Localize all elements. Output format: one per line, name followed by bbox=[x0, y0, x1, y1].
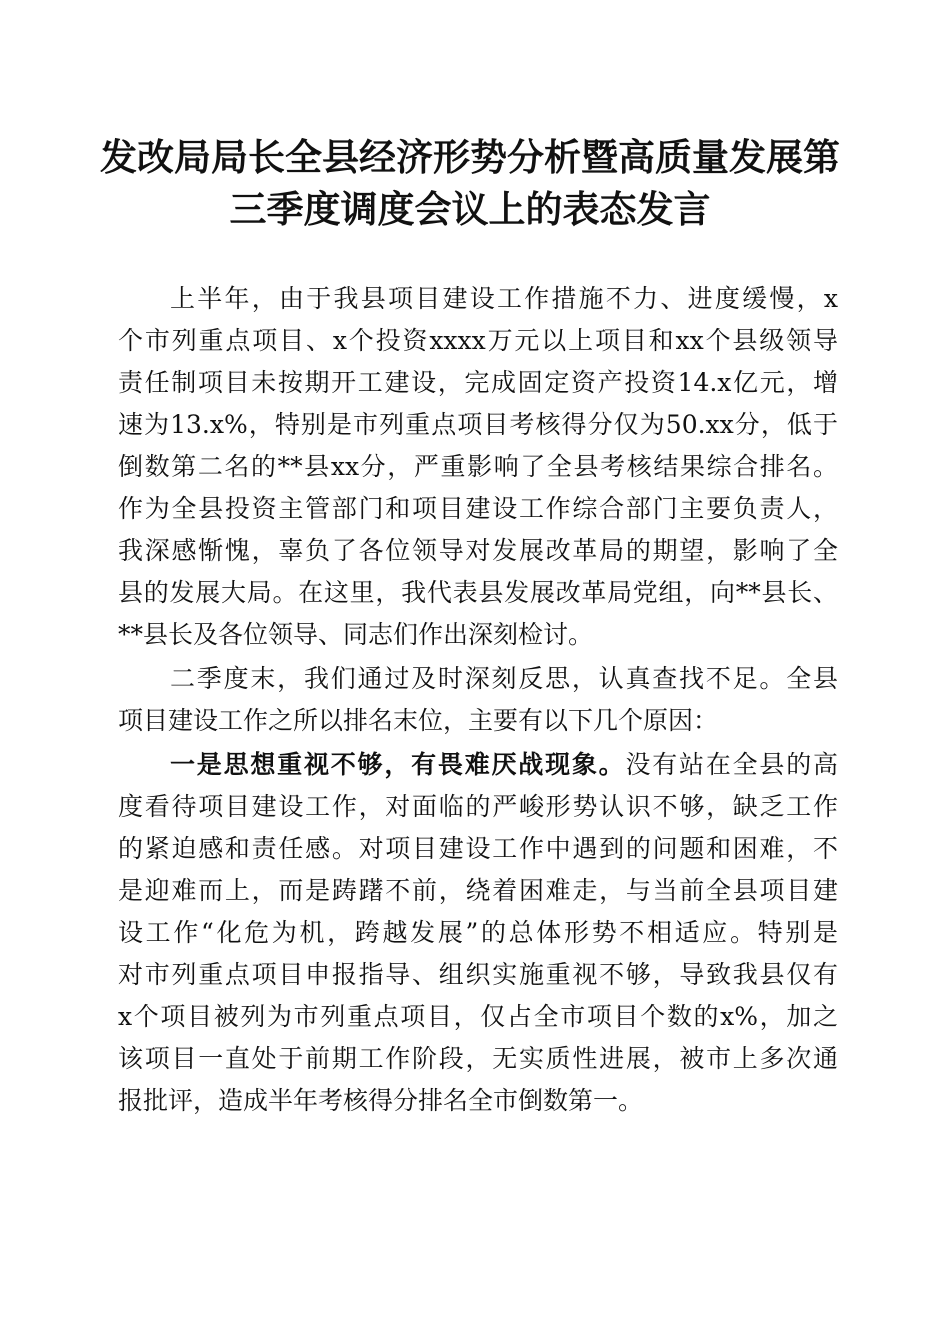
paragraph-3-line-1-text: 没有站在全县的高 bbox=[625, 750, 838, 779]
paragraph-3-line-3: 的紧迫感和责任感。对项目建设工作中遇到的问题和困难，不 bbox=[118, 834, 838, 863]
paragraph-2-line-1: 二季度末，我们通过及时深刻反思，认真查找不足。全县 bbox=[170, 664, 838, 693]
paragraph-1-line-8: 县的发展大局。在这里，我代表县发展改革局党组，向**县长、 bbox=[118, 578, 838, 607]
document-title-line-2: 三季度调度会议上的表态发言 bbox=[229, 187, 711, 231]
paragraph-1-line-1: 上半年，由于我县项目建设工作措施不力、进度缓慢，x bbox=[170, 284, 838, 313]
paragraph-3-line-8: 该项目一直处于前期工作阶段，无实质性进展，被市上多次通 bbox=[118, 1044, 838, 1073]
document-title-line-1: 发改局局长全县经济形势分析暨高质量发展第 bbox=[100, 135, 840, 179]
paragraph-1-line-9: **县长及各位领导、同志们作出深刻检讨。 bbox=[118, 620, 594, 649]
paragraph-2-line-2: 项目建设工作之所以排名末位，主要有以下几个原因： bbox=[118, 706, 719, 735]
paragraph-3-line-7: x个项目被列为市列重点项目，仅占全市项目个数的x%，加之 bbox=[118, 1002, 838, 1031]
paragraph-3-line-5: 设工作“化危为机，跨越发展”的总体形势不相适应。特别是 bbox=[118, 918, 838, 947]
paragraph-1-line-7: 我深感惭愧，辜负了各位领导对发展改革局的期望，影响了全 bbox=[118, 536, 838, 565]
paragraph-3-line-2: 度看待项目建设工作，对面临的严峻形势认识不够，缺乏工作 bbox=[118, 792, 838, 821]
paragraph-1-line-3: 责任制项目未按期开工建设，完成固定资产投资14.x亿元，增 bbox=[118, 368, 838, 397]
paragraph-3-lead-heading: 一是思想重视不够，有畏难厌战现象。 bbox=[170, 750, 626, 779]
paragraph-1-line-6: 作为全县投资主管部门和项目建设工作综合部门主要负责人， bbox=[118, 494, 838, 523]
paragraph-1-line-4: 速为13.x%，特别是市列重点项目考核得分仅为50.xx分，低于 bbox=[118, 410, 838, 439]
paragraph-1-line-2: 个市列重点项目、x个投资xxxx万元以上项目和xx个县级领导 bbox=[118, 326, 838, 355]
paragraph-3-line-6: 对市列重点项目申报指导、组织实施重视不够，导致我县仅有 bbox=[118, 960, 838, 989]
paragraph-3-line-9: 报批评，造成半年考核得分排名全市倒数第一。 bbox=[118, 1086, 644, 1115]
paragraph-3-line-4: 是迎难而上，而是踌躇不前，绕着困难走，与当前全县项目建 bbox=[118, 876, 838, 905]
paragraph-3-line-1 bbox=[170, 748, 838, 782]
paragraph-1-line-5: 倒数第二名的**县xx分，严重影响了全县考核结果综合排名。 bbox=[118, 452, 838, 481]
